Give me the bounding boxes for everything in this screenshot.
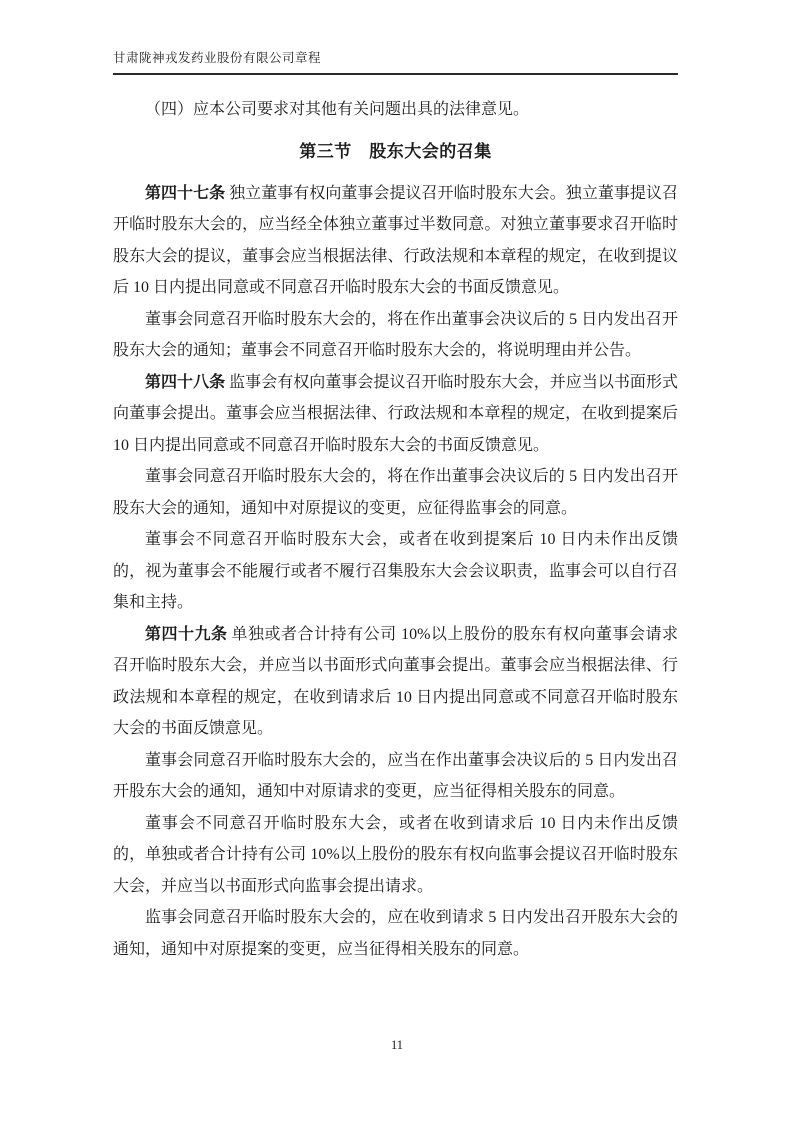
article-paragraph (113, 524, 678, 619)
article-text: 董事会不同意召开临时股东大会，或者在收到请求后 10 日内未作出反馈的，单独或者合计持有公司 10%以上股份的股东有权向监事会提议召开临时股东大会，并应当以书面形式向监事会提出请求。 (113, 814, 678, 895)
article-paragraph (113, 304, 678, 367)
page-header (113, 50, 678, 75)
article-text: 董事会同意召开临时股东大会的，将在作出董事会决议后的 5 日内发出召开股东大会的通知；董事会不同意召开临时股东大会的，将说明理由并公告。 (113, 310, 678, 359)
article-text: 董事会不同意召开临时股东大会，或者在收到提案后 10 日内未作出反馈的，视为董事会不能履行或者不履行召集股东大会会议职责，监事会可以自行召集和主持。 (113, 531, 678, 611)
document-body (113, 94, 678, 965)
article-paragraph (113, 808, 678, 903)
article-number: 第四十七条 (145, 184, 226, 202)
article-paragraph (113, 367, 678, 462)
header-title: 甘肃陇神戎发药业股份有限公司章程 (113, 51, 322, 65)
page-footer (0, 1037, 794, 1053)
article-number: 第四十九条 (145, 625, 228, 643)
article-number: 第四十八条 (145, 373, 226, 391)
page-number: 11 (390, 1038, 404, 1052)
intro-list-item (113, 94, 678, 126)
article-text: 监事会同意召开临时股东大会的，应在收到请求 5 日内发出召开股东大会的通知，通知中对原提案的变更，应当征得相关股东的同意。 (113, 909, 678, 958)
article-paragraph (113, 902, 678, 965)
article-text: 董事会同意召开临时股东大会的，将在作出董事会决议后的 5 日内发出召开股东大会的通知，通知中对原提议的变更，应征得监事会的同意。 (113, 468, 678, 517)
article-text: 董事会同意召开临时股东大会的，应当在作出董事会决议后的 5 日内发出召开股东大会的通知，通知中对原请求的变更，应当征得相关股东的同意。 (113, 751, 678, 800)
section-heading: 第三节 股东大会的召集 (299, 141, 492, 161)
article-text: 独立董事有权向董事会提议召开临时股东大会。独立董事提议召开临时股东大会的，应当经全体独立董事过半数同意。对独立董事要求召开临时股东大会的提议，董事会应当根据法律、行政法规和本章程的规定，在收到提议后 10 日内提出同意或不同意召开临时股东大会的书面反馈意见。 (113, 184, 678, 296)
article-text: 单独或者合计持有公司 10%以上股份的股东有权向董事会请求召开临时股东大会，并应当以书面形式向董事会提出。董事会应当根据法律、行政法规和本章程的规定，在收到请求后 10 日内提出同意或不同意召开临时股东大会的书面反馈意见。 (113, 625, 678, 737)
article-paragraph (113, 745, 678, 808)
article-text: 监事会有权向董事会提议召开临时股东大会，并应当以书面形式向董事会提出。董事会应当根据法律、行政法规和本章程的规定，在收到提案后 10 日内提出同意或不同意召开临时股东大会的书面反馈意见。 (113, 373, 678, 454)
article-paragraph (113, 619, 678, 745)
article-paragraph (113, 461, 678, 524)
article-paragraph (113, 178, 678, 304)
intro-list-item-text: （四）应本公司要求对其他有关问题出具的法律意见。 (145, 101, 530, 118)
